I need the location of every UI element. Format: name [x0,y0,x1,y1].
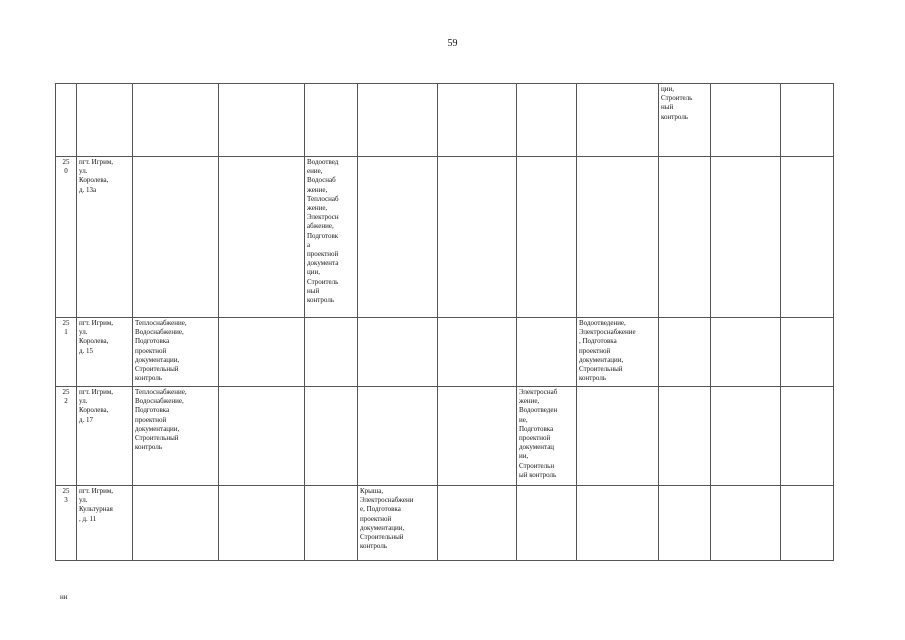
address-cell: пгт. Игрим, ул. Культурная , д. 11 [77,486,133,561]
work-cell [219,387,305,486]
work-cell [781,84,834,157]
work-cell [659,387,711,486]
work-cell [659,486,711,561]
work-cell [577,486,659,561]
work-cell [781,318,834,387]
work-cell [517,318,577,387]
work-cell [781,486,834,561]
work-cell: Водоотвед ение, Водоснаб жение, Теплоснаб жение, Электросн абжение, Подготовк а проектной документа ции, Строитель ный контроль [305,157,358,318]
work-cell [659,318,711,387]
work-cell: Теплоснабжение, Водоснабжение, Подготовка проектной документации, Строительный контроль [133,318,219,387]
work-cell [577,84,659,157]
work-cell [438,387,517,486]
work-cell [438,486,517,561]
work-cell: Электроснаб жение, Водоотведен ие, Подготовка проектной документац ии, Строительн ый контроль [517,387,577,486]
work-cell: Теплоснабжение, Водоснабжение, Подготовка проектной документации, Строительный контроль [133,387,219,486]
work-cell [219,486,305,561]
data-table [55,83,834,561]
work-cell: Водоотведение, Электроснабжение , Подготовка проектной документации, Строительный контроль [577,318,659,387]
work-cell [305,84,358,157]
work-cell [711,486,781,561]
work-cell [358,318,438,387]
work-cell: Крыша, Электроснабжени е, Подготовка проектной документации, Строительный контроль [358,486,438,561]
row-number-cell: 25 2 [56,387,77,486]
address-cell: пгт. Игрим, ул. Королева, д. 15 [77,318,133,387]
work-cell [358,387,438,486]
address-cell: пгт. Игрим, ул. Королева, д. 17 [77,387,133,486]
table-row [56,318,834,387]
row-number-cell [56,84,77,157]
work-cell [711,84,781,157]
work-cell [305,387,358,486]
row-number-cell: 25 3 [56,486,77,561]
work-cell [659,157,711,318]
work-cell [517,84,577,157]
work-cell [438,84,517,157]
footer-mark: нн [60,593,68,601]
page-number: 59 [447,38,458,49]
work-cell [438,318,517,387]
work-cell [711,157,781,318]
work-cell [358,157,438,318]
address-cell [77,84,133,157]
row-number-cell: 25 0 [56,157,77,318]
work-cell [133,84,219,157]
work-cell: ции, Строитель ный контроль [659,84,711,157]
work-cell [219,84,305,157]
work-cell [438,157,517,318]
table-row [56,387,834,486]
work-cell [711,387,781,486]
work-cell [781,157,834,318]
address-cell: пгт. Игрим, ул. Королева, д. 13а [77,157,133,318]
work-cell [781,387,834,486]
work-cell [133,486,219,561]
table-row [56,157,834,318]
work-cell [133,157,219,318]
work-cell [711,318,781,387]
work-cell [219,318,305,387]
table-row [56,84,834,157]
row-number-cell: 25 1 [56,318,77,387]
work-cell [517,486,577,561]
work-cell [219,157,305,318]
table-row [56,486,834,561]
work-cell [577,387,659,486]
work-cell [517,157,577,318]
work-cell [305,318,358,387]
work-cell [577,157,659,318]
work-cell [358,84,438,157]
work-cell [305,486,358,561]
